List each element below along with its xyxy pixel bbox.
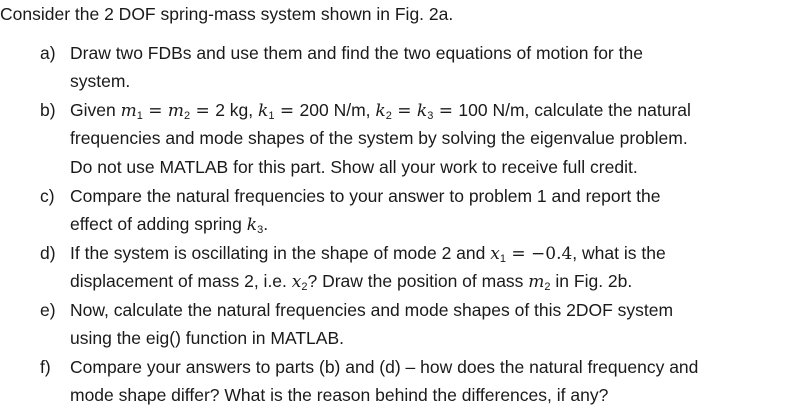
question-text: displacement of mass 2, i.e. $x_2$? Draw the position of mass $m_2$ in Fig. 2b. xyxy=(70,271,633,293)
question-text: frequencies and mode shapes of the system by solving the eigenvalue problem. xyxy=(70,128,688,148)
question-letter: c) xyxy=(40,186,55,206)
question-text: using the eig() function in MATLAB. xyxy=(70,328,344,348)
question-text: Draw two FDBs and use them and find the two equations of motion for the xyxy=(70,43,643,63)
question-text: Do not use MATLAB for this part. Show all your work to receive full credit. xyxy=(70,157,638,177)
question-letter: e) xyxy=(40,300,56,320)
question-text: effect of adding spring $k_3$. xyxy=(70,214,269,236)
question-text: If the system is oscillating in the shape of mode 2 and $x_1 = -0.4$, what is the xyxy=(70,243,666,265)
question-text: system. xyxy=(70,71,131,91)
question-text: Given $m_1 = m_2 = 2$ kg, $k_1 = 200$ N/m, $k_2 = k_3 = 100$ N/m, calculate the natural xyxy=(70,100,691,122)
question-text: Compare the natural frequencies to your answer to problem 1 and report the xyxy=(70,186,661,206)
question-letter: f) xyxy=(40,357,51,377)
question-text: Compare your answers to parts (b) and (d) – how does the natural frequency and xyxy=(70,357,699,377)
question-text: mode shape differ? What is the reason behind the differences, if any? xyxy=(70,385,609,405)
question-text: Now, calculate the natural frequencies and mode shapes of this 2DOF system xyxy=(70,300,674,320)
question-letter: d) xyxy=(40,243,56,263)
intro-text: Consider the 2 DOF spring-mass system shown in Fig. 2a. xyxy=(0,4,454,24)
question-letter: b) xyxy=(40,100,56,120)
question-letter: a) xyxy=(40,43,56,63)
